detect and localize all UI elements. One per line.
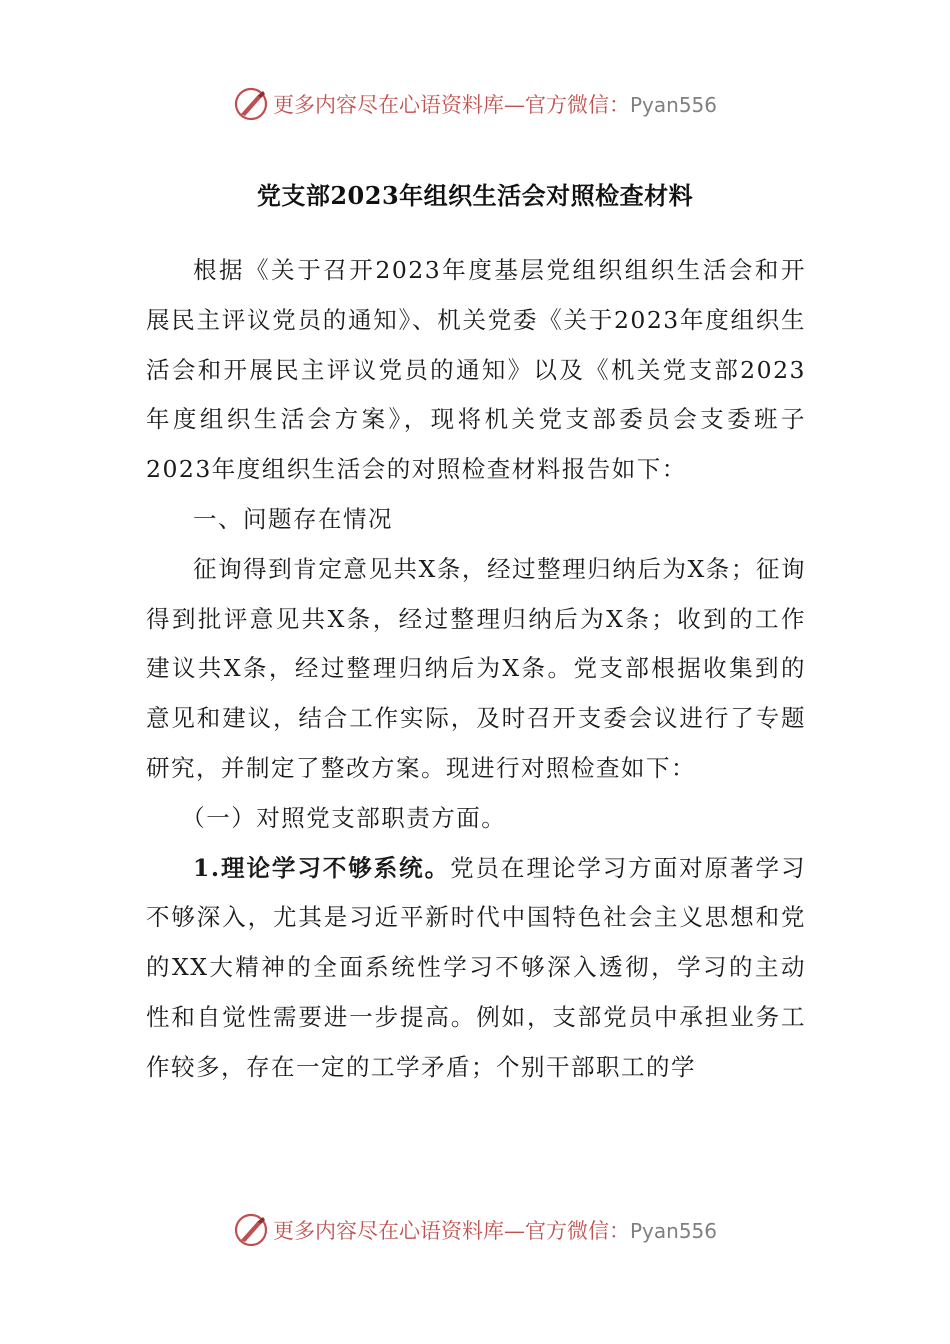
section-paragraph: 征询得到肯定意见共X条，经过整理归纳后为X条；征询得到批评意见共X条，经过整理归纳后为X条；收到的工作建议共X条，经过整理归纳后为X条。党支部根据收集到的意见和建议，结合工作实际，及时召开支委会议进行了专题研究，并制定了整改方案。现进行对照检查如下： [146, 554, 806, 782]
pen-logo-icon [233, 86, 269, 122]
pen-logo-icon [233, 1212, 269, 1248]
watermark-text [273, 1215, 717, 1245]
watermark-official-label: 官方微信： [524, 93, 630, 117]
section-heading: 一、问题存在情况 [193, 504, 393, 533]
watermark-wechat-id: Pyan556 [629, 93, 717, 117]
watermark-banner-top [0, 82, 950, 126]
watermark-banner-bottom [0, 1208, 950, 1252]
document-title: 党支部2023年组织生活会对照检查材料 [256, 181, 694, 210]
watermark-slogan: 更多内容尽在心语资料库— [272, 1219, 525, 1243]
intro-paragraph: 根据《关于召开2023年度基层党组织组织生活会和开展民主评议党员的通知》、机关党委《关于2023年度组织生活会和开展民主评议党员的通知》以及《机关党支部2023年度组织生活会方案》，现将机关党支部委员会支委班子2023年度组织生活会的对照检查材料报告如下： [146, 256, 806, 484]
document-body [146, 246, 806, 1093]
item-paragraph [146, 844, 806, 1093]
subsection-heading: （一）对照党支部职责方面。 [181, 803, 507, 832]
item-body: 党员在理论学习方面对原著学习不够深入，尤其是习近平新时代中国特色社会主义思想和党的XX大精神的全面系统性学习不够深入透彻，学习的主动性和自觉性需要进一步提高。例如，支部党员中承担业务工作较多，存在一定的工学矛盾；个别干部职工的学 [146, 853, 806, 1081]
watermark-text [273, 89, 717, 119]
item-lead: 1.理论学习不够系统。 [193, 853, 451, 882]
watermark-slogan: 更多内容尽在心语资料库— [272, 93, 525, 117]
watermark-official-label: 官方微信： [524, 1219, 630, 1243]
watermark-wechat-id: Pyan556 [629, 1219, 717, 1243]
